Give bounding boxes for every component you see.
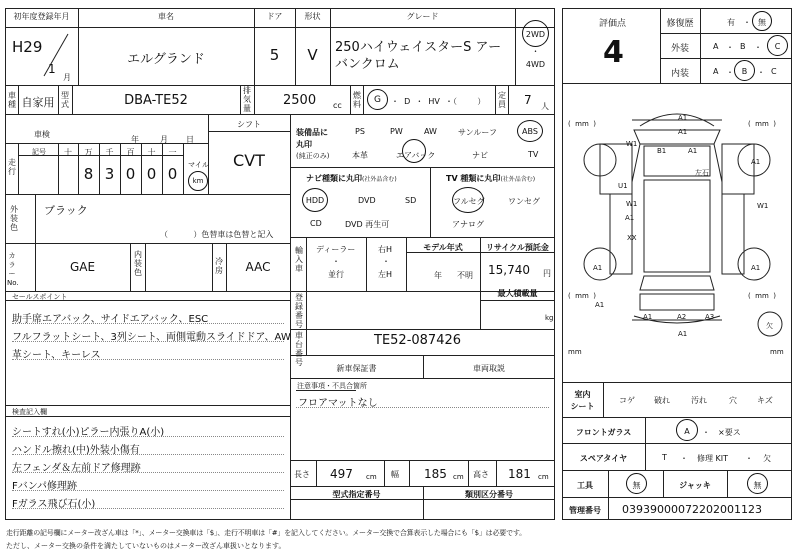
digit-header-2: 万 <box>84 148 93 157</box>
displacement-label: 排気量 <box>243 86 251 113</box>
sales-point-2: フルフラットシート、3列シート、両側電動スライドドア、AW <box>12 332 291 343</box>
shape-value: V <box>307 46 318 64</box>
footer-line-1: 走行距離の記号欄にメーター改ざん車は「*」、メーター交換車は「$」、走行不明車は「#」を記入してください。メーター交換で合算表示した場合にも「$」は必要です。 <box>6 529 526 537</box>
exterior-dot-2: ・ <box>754 43 762 52</box>
first-reg-month: 1 <box>48 62 56 76</box>
interior-sheet-label-2: シート <box>570 402 595 411</box>
grade-value: 250ハイウェイスターS アーバンクロム <box>335 40 502 72</box>
model-year-unit: 年 <box>434 271 442 280</box>
displacement-value: 2500 <box>283 93 317 108</box>
width-label: 幅 <box>391 470 399 479</box>
notes-text: フロアマットなし <box>298 398 378 409</box>
mark-w1-mid: W1 <box>626 200 638 208</box>
mark-a2: A2 <box>677 313 687 321</box>
km-label: km <box>192 177 204 185</box>
equip-sunroof: サンルーフ <box>458 128 497 137</box>
tv-oneseg: ワンセグ <box>508 197 540 206</box>
mark-a1-hood: A1 <box>678 128 688 136</box>
ac-label: 冷房 <box>215 257 223 275</box>
import-lh: 左H <box>378 270 393 279</box>
capacity-label: 定員 <box>498 91 506 109</box>
spare-dot-1: ・ <box>680 454 688 463</box>
navi-hdd: HDD <box>305 196 325 205</box>
interior-b: B <box>741 67 748 76</box>
mark-a1-left-wheel: A1 <box>593 264 603 272</box>
inspector-line-5: Fガラス飛び石(小) <box>12 499 96 510</box>
mileage-digit-4: 0 <box>146 165 157 183</box>
jack-value: 無 <box>753 481 762 490</box>
car-name-header: 車名 <box>158 12 174 21</box>
repair-yes: 有 <box>727 18 735 27</box>
digit-header-3: 千 <box>105 148 114 157</box>
mark-b1: B1 <box>657 147 667 155</box>
height-value: 181 <box>508 467 531 481</box>
equip-airbag: エアバック <box>396 151 436 160</box>
mark-w1-rear: W1 <box>757 202 769 210</box>
equip-navi: ナビ <box>472 151 488 160</box>
mark-a1-upper-right: A1 <box>751 158 761 166</box>
mark-a1-side: A1 <box>625 214 635 222</box>
tv-fullseg: フルセグ <box>453 197 485 206</box>
inspector-line-3: 左フェンダ＆左前ドア修理跡 <box>12 463 141 474</box>
navi-dvd-play: DVD 再生可 <box>345 220 390 229</box>
import-dealer: ディーラー <box>316 245 356 254</box>
mark-a1-right-wheel: A1 <box>751 264 761 272</box>
digit-header-6: 一 <box>168 148 177 157</box>
width-value: 185 <box>424 467 447 481</box>
registration-label: 登録番号 <box>295 293 303 329</box>
equip-pw: PW <box>390 127 403 136</box>
navi-title-text: ナビ種類に丸印 <box>306 174 362 183</box>
sheet-ana: 穴 <box>729 396 737 405</box>
interior-color-label: 内装色 <box>134 250 142 277</box>
equip-abs: ABS <box>522 127 538 136</box>
color-value: ブラック <box>44 204 88 217</box>
fuel-options: ・ D ・ HV ・（ ） <box>391 97 486 106</box>
first-reg-month-unit: 月 <box>63 73 71 82</box>
car-name: エルグランド <box>127 52 205 67</box>
shaken-label: 車検 <box>34 130 50 139</box>
front-glass-label: フロントガラス <box>575 428 632 437</box>
import-rh: 右H <box>378 245 393 254</box>
model-year-unknown: 不明 <box>457 271 473 280</box>
length-cm: cm <box>366 473 377 481</box>
right-mm: mm <box>770 348 784 356</box>
bracket-bottom-left: ( mm ) <box>568 292 596 300</box>
spare-dot-2: ・ <box>745 454 753 463</box>
score-label: 評価点 <box>599 19 627 29</box>
spare-none: 欠 <box>763 454 771 463</box>
mileage-digit-2: 3 <box>104 165 115 183</box>
mile-label: マイル <box>188 161 209 169</box>
management-number: 03939000072202001123 <box>622 503 762 516</box>
shaken-month-unit: 月 <box>160 135 168 144</box>
tv-analog: アナログ <box>452 220 484 229</box>
width-cm: cm <box>453 473 464 481</box>
inspector-line-2: ハンドル擦れ(中)外装小傷有 <box>12 445 140 456</box>
sheet-koge: コゲ <box>619 396 635 405</box>
inspector-line-4: Fバンパ修理跡 <box>12 481 78 492</box>
color-note: （ ）色替車は色替と記入 <box>160 230 274 239</box>
bracket-bottom-right: ( mm ) <box>748 292 776 300</box>
tv-title-note: (社外品含む) <box>500 176 536 183</box>
repair-label: 修復歴 <box>666 19 694 29</box>
spare-kit: 修理 KIT <box>697 454 729 463</box>
mark-u1: U1 <box>618 182 628 190</box>
exterior-b: B <box>740 42 746 51</box>
warranty-label: 新車保証書 <box>336 364 377 373</box>
equip-label-1: 装備品に <box>296 128 328 137</box>
displacement-cc: cc <box>333 101 342 110</box>
mark-xx: XX <box>627 234 637 242</box>
interior-dot-2: ・ <box>757 68 765 77</box>
fuel-g: G <box>374 95 381 105</box>
front-glass-dot: ・ <box>702 428 710 437</box>
equip-ps: PS <box>355 127 365 136</box>
ac-value: AAC <box>245 260 271 274</box>
mark-a1-rear: A1 <box>643 313 653 321</box>
sales-points-title: セールスポイント <box>12 293 68 301</box>
spare-t: T <box>662 453 667 462</box>
length-label: 長さ <box>294 470 310 479</box>
height-cm: cm <box>538 473 549 481</box>
bracket-top-left: ( mm ) <box>568 120 596 128</box>
navi-title-note: (社外品含む) <box>362 176 397 183</box>
length-value: 497 <box>330 467 353 481</box>
interior-label: 内装 <box>670 69 689 79</box>
model-label: 型式 <box>61 91 69 109</box>
digit-header-5: 十 <box>147 148 156 157</box>
sheet-yabure: 破れ <box>654 396 670 405</box>
digit-header-1: 十 <box>64 148 72 157</box>
max-load-label: 最大積載量 <box>497 289 538 298</box>
exterior-label: 外装 <box>670 44 689 54</box>
tv-title <box>446 173 535 184</box>
mark-left-front: 左石 <box>695 169 709 177</box>
sheet-kizu: キズ <box>757 396 773 405</box>
import-dot: ・ <box>332 257 340 266</box>
recycle-yen: 円 <box>543 269 551 278</box>
mark-kake: 欠 <box>766 322 773 330</box>
footer-line-2: ただし、メーター交換の条件を満たしていないものはメーター改ざん車扱いとなります。 <box>6 542 286 550</box>
notes-title: 注意事項・不具合箇所 <box>297 382 367 390</box>
interior-c: C <box>771 67 777 76</box>
first-reg-header: 初年度登録年月 <box>13 12 70 21</box>
equip-aw: AW <box>424 127 437 136</box>
type-cert-label: 型式指定番号 <box>332 490 381 499</box>
manual-label: 車両取説 <box>473 364 505 373</box>
capacity-unit: 人 <box>541 102 549 111</box>
mark-w1-front: W1 <box>626 140 638 148</box>
door-header: ドア <box>266 12 283 21</box>
color-no-value: GAE <box>69 260 96 274</box>
equip-leather: 本革 <box>352 151 368 160</box>
sales-point-1: 助手席エアバック、サイドエアバック、ESC <box>12 314 209 325</box>
left-mm: mm <box>568 348 582 356</box>
tv-title-text: TV 種類に丸印 <box>446 174 501 183</box>
car-damage-diagram <box>562 84 792 382</box>
navi-dvd: DVD <box>358 196 376 205</box>
capacity-value: 7 <box>524 93 532 107</box>
shift-label: シフト <box>237 120 261 129</box>
equip-tv: TV <box>528 150 539 159</box>
color-no-label: カラーNo. <box>7 252 19 287</box>
exterior-c: C <box>774 42 781 51</box>
max-load-kg: kg <box>545 314 554 322</box>
shift-value: CVT <box>233 151 265 170</box>
door-count: 5 <box>269 46 280 64</box>
tools-label: 工具 <box>577 481 593 490</box>
repair-none: 無 <box>758 18 766 27</box>
exterior-a: A <box>713 42 719 51</box>
jack-label: ジャッキ <box>679 481 711 490</box>
mileage-label: 走行 <box>8 158 16 176</box>
chassis-value: TE52-087426 <box>374 333 462 348</box>
mileage-digit-3: 0 <box>125 165 136 183</box>
model-value: DBA-TE52 <box>124 93 188 108</box>
inspector-line-1: シートすれ(小)ピラー内張りA(小) <box>12 427 165 438</box>
sheet-yogore: 汚れ <box>691 396 707 405</box>
chassis-label: 車台番号 <box>295 331 303 367</box>
mileage-digit-1: 8 <box>83 165 94 183</box>
recycle-amount: 15,740 <box>488 263 530 277</box>
mark-a1-lower-left: A1 <box>595 301 605 309</box>
drive-4wd: 4WD <box>525 60 546 69</box>
interior-sheet-label-1: 室内 <box>574 390 591 399</box>
score-value: 4 <box>603 35 624 70</box>
grade-header: グレード <box>406 12 439 21</box>
import-rh-dot: ・ <box>382 257 390 266</box>
inspector-title: 検査記入欄 <box>12 408 47 416</box>
class-label: 類別区分番号 <box>465 490 513 499</box>
model-year-label: モデル年式 <box>423 243 463 252</box>
first-reg-era: H29 <box>12 38 43 56</box>
import-label: 輸入車 <box>295 246 303 273</box>
equip-label-3: (純正のみ) <box>296 152 330 160</box>
mileage-sub-label: 記号 <box>32 148 46 156</box>
exterior-dot-1: ・ <box>726 43 734 52</box>
sales-point-3: 革シート、キーレス <box>12 350 101 361</box>
shape-header: 形状 <box>304 12 321 21</box>
digit-header-4: 百 <box>126 148 135 157</box>
repair-dot: ・ <box>743 18 751 27</box>
front-glass-a: A <box>684 427 690 436</box>
fuel-label: 燃料 <box>353 91 361 109</box>
usage-value: 自家用 <box>21 96 55 109</box>
color-label: 外装色 <box>10 205 18 232</box>
drive-2wd: 2WD <box>525 30 546 39</box>
bracket-top-right: ( mm ) <box>748 120 776 128</box>
mark-a3: A3 <box>705 313 715 321</box>
shaken-day-unit: 日 <box>186 135 194 144</box>
spare-label: スペアタイヤ <box>579 454 628 463</box>
mark-a1-roof: A1 <box>688 147 698 155</box>
navi-sd: SD <box>405 196 417 205</box>
interior-a: A <box>713 67 719 76</box>
front-glass-replace: ×要ス <box>718 428 741 437</box>
height-label: 高さ <box>473 470 489 479</box>
navi-cd: CD <box>310 219 322 228</box>
shaken-year-unit: 年 <box>131 135 139 144</box>
mileage-digit-5: 0 <box>167 165 178 183</box>
mark-a1-top: A1 <box>678 114 688 122</box>
navi-title <box>306 173 397 184</box>
equip-label-2: 丸印 <box>296 140 312 149</box>
tools-value: 無 <box>632 481 641 490</box>
interior-dot-1: ・ <box>726 68 734 77</box>
import-parallel: 並行 <box>328 270 344 279</box>
management-label: 管理番号 <box>569 506 601 515</box>
drive-dot: ・ <box>531 47 540 56</box>
usage-label: 車種 <box>8 91 16 109</box>
recycle-label: リサイクル預託金 <box>486 243 549 252</box>
mark-a1-lower: A1 <box>678 330 688 338</box>
